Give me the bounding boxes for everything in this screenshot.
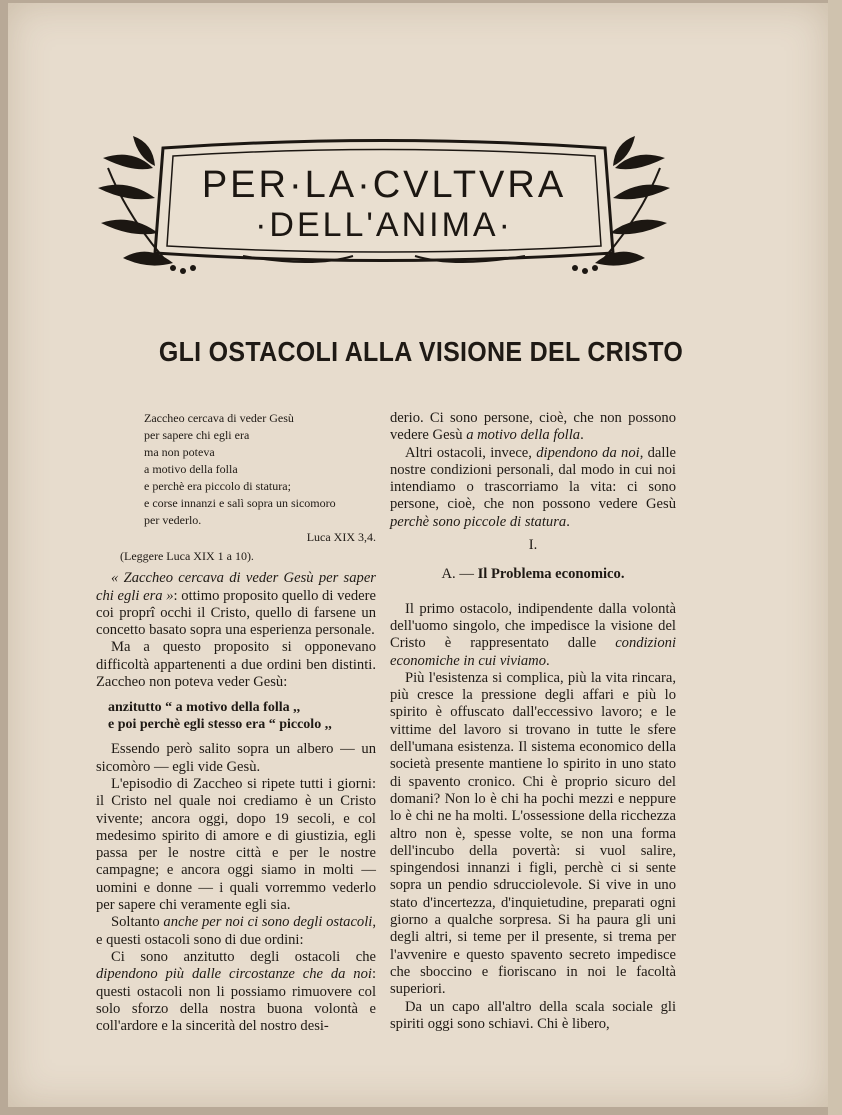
- banner-line-2: ·DELL'ANIMA·: [255, 206, 513, 244]
- right-column: [390, 410, 676, 1033]
- section-number: I.: [528, 537, 538, 554]
- paragraph: [390, 601, 676, 670]
- paragraph-text: , dalle nostre condizioni personali, dal modo in cui noi intendiamo o trascorriamo la vita: ci sono persone, cioè, che non possono vedere Gesù: [390, 444, 676, 513]
- paragraph-text: Soltanto: [111, 914, 164, 931]
- paragraph: Essendo però salito sopra un albero — un sicomòro — egli vide Gesù.: [96, 741, 376, 775]
- epigraph-reference: Luca XIX 3,4.: [306, 530, 376, 544]
- italic-text: dipendono da noi: [536, 444, 640, 461]
- paragraph-text: .: [546, 652, 550, 669]
- paragraph-text: Il primo ostacolo, indipendente dalla volontà dell'uomo singolo, che impedisce la visione del Cristo è rappresentato dalle: [390, 600, 676, 652]
- italic-text: condizioni economiche in cui viviamo: [390, 635, 676, 669]
- paragraph-text: : questi ostacoli non li possiamo rimuovere col solo sforzo della nostra buona volontà e coll'ardore e la sincerità del nostro desi-: [96, 966, 376, 1035]
- italic-text: dipendono più dalle circostanze che da noi: [96, 966, 372, 983]
- paragraph: Da un capo all'altro della scala sociale gli spiriti oggi sono schiavi. Chi è libero,: [390, 998, 676, 1032]
- epigraph-line: ma non poteva: [144, 445, 215, 459]
- epigraph-line: per sapere chi egli era: [144, 428, 250, 442]
- italic-text: perchè sono piccole di statura: [390, 513, 567, 530]
- paragraph-text: .: [580, 427, 584, 444]
- section-title: Il Problema economico.: [477, 566, 625, 583]
- banner-line-1: PER·LA·CVLTVRA: [201, 164, 567, 206]
- paragraph: Più l'esistenza si complica, più la vita rincara, più cresce la pressione degli affari e più lo spirito è offuscato dall'eccessivo lavoro; e le vittime del lavoro si trovano in tutte le sfere dell'umana esistenza. Il sistema economico della società presente mantiene lo spirito in uno stato di spavento cronico. Chi è proprio sicuro del domani? Non lo è chi ha pochi mezzi e neppure lo è chi ne ha molti. L'ossessione della ricchezza altro non è, spesse volte, se non una forma dell'incubo della povertà: si vuol salire, spingendosi innanzi i figli, perchè ci si sente sopra un pendio sdrucciolevole. Si vive in uno stato d'incertezza, d'inquietudine, preparati ogni giorno a qualche sorpresa. Si ha paura gli uni degli altri, si teme per il presente, si trema per l'avvenire e questo spavento secreto impedisce che sboccino e fioriscano in noi le facoltà superiori.: [390, 669, 676, 998]
- paragraph: [96, 949, 376, 1035]
- paragraph: [96, 914, 376, 949]
- paragraph-text: : ottimo proposito quello di vedere coi proprî occhi il Cristo, quello di farsene un concetto basato sopra una esperienza personale.: [96, 587, 376, 639]
- paragraph: Ma a questo proposito si opponevano difficoltà appartenenti a due ordini ben distinti. Zaccheo non poteva veder Gesù:: [96, 639, 376, 691]
- quote-text: « Zaccheo cercava di veder Gesù per saper chi egli era »: [96, 570, 376, 604]
- paragraph-text: , e questi ostacoli sono di due ordini:: [96, 914, 376, 948]
- paragraph: [390, 410, 676, 445]
- bold-line: anzitutto “ a motivo della folla ,,: [108, 700, 301, 716]
- paragraph-text: Altri ostacoli, invece,: [405, 444, 537, 461]
- page-edge: [828, 0, 842, 1115]
- italic-text: a motivo della folla: [466, 427, 581, 444]
- italic-text: anche per noi ci sono degli ostacoli: [163, 914, 373, 931]
- bold-line: e poi perchè egli stesso era “ piccolo ,,: [108, 717, 332, 733]
- epigraph-line: e perchè era piccolo di statura;: [144, 479, 291, 493]
- paragraph: [390, 445, 676, 531]
- reading-note: (Leggere Luca XIX 1 a 10).: [120, 549, 254, 563]
- epigraph-line: Zaccheo cercava di veder Gesù: [144, 411, 294, 425]
- article-title: GLI OSTACOLI ALLA VISIONE DEL CRISTO: [158, 336, 684, 368]
- epigraph: [144, 410, 376, 546]
- paragraph: [96, 570, 376, 639]
- bold-emphasis: [108, 699, 376, 733]
- left-column: [96, 410, 376, 1035]
- epigraph-line: e corse innanzi e salì sopra un sicomoro: [144, 496, 336, 510]
- epigraph-line: per vederlo.: [144, 513, 202, 527]
- paragraph-text: derio. Ci sono persone, cioè, che non possono vedere Gesù: [390, 410, 676, 444]
- decorative-header-banner: [93, 128, 675, 278]
- paragraph-text: .: [566, 513, 570, 530]
- paragraph-text: Ci sono anzitutto degli ostacoli che: [111, 948, 376, 965]
- paragraph: L'episodio di Zaccheo si ripete tutti i giorni: il Cristo nel quale noi crediamo è un Cristo vivente; ancora oggi, dopo 19 secoli, e col medesimo spirito di amore e di giustizia, egli passa per le nostre città e per le nostre campagne; e ancora oggi siamo in molti — uomini e donne — i quali vorremmo vederlo per sapere chi veramente egli sia.: [96, 775, 376, 914]
- epigraph-line: a motivo della folla: [144, 462, 238, 476]
- section-prefix: A. —: [441, 566, 478, 583]
- section-heading: [390, 566, 676, 583]
